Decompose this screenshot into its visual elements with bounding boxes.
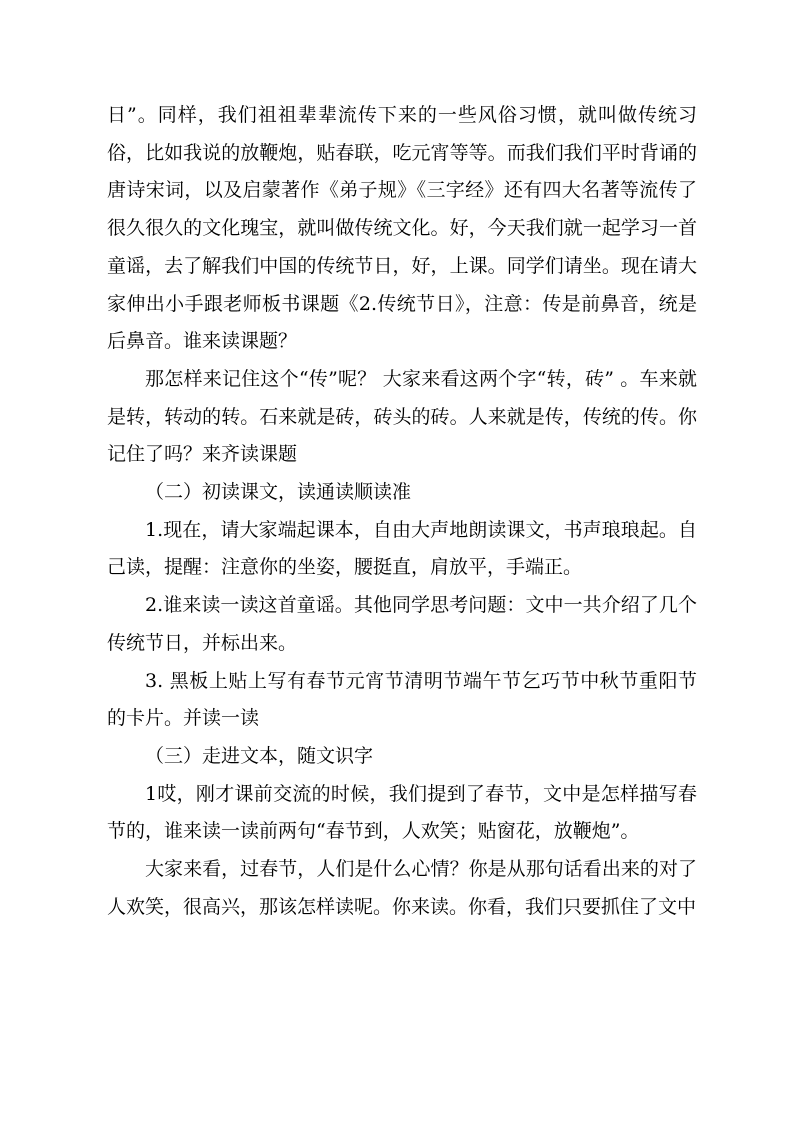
document-body (107, 97, 697, 926)
paragraph-mood-reading: 大家来看，过春节，人们是什么心情？你是从那句话看出来的对了人欢笑，很高兴，那该怎样读呢。你来读。你看，我们只要抓住了文中 (107, 858, 697, 918)
paragraph-spring-festival: 1哎，刚才课前交流的时候，我们提到了春节，文中是怎样描写春节的，谁来读一读前两句“春节到，人欢笑；贴窗花，放鞭炮”。 (107, 782, 697, 843)
paragraph-festival-intro: 日”。同样，我们祖祖辈辈流传下来的一些风俗习惯，就叫做传统习俗，比如我说的放鞭炮，贴春联，吃元宵等等。而我们我们平时背诵的唐诗宋词，以及启蒙著作《弟子规》《三字经》还有四大名著等流传了很久很久的文化瑰宝，就叫做传统文化。好，今天我们就一起学习一首童谣，去了解我们中国的传统节日，好，上课。同学们请坐。现在请大家伸出小手跟老师板书课题《2.传统节日》，注意：传是前鼻音，统是后鼻音。谁来读课题？ (107, 104, 697, 353)
paragraph-remember-chuan: 那怎样来记住这个“传”呢？ 大家来看这两个字“转，砖” 。车来就是转，转动的转。石来就是砖，砖头的砖。人来就是传，传统的传。你记住了吗？来齐读课题 (107, 367, 697, 466)
paragraph-step-1: 1.现在，请大家端起课本，自由大声地朗读课文，书声琅琅起。自己读，提醒：注意你的坐姿，腰挺直，肩放平，手端正。 (107, 518, 697, 579)
section-heading-first-reading: （二）初读课文，读通读顺读准 (145, 481, 412, 504)
paragraph-step-3: 3. 黑板上贴上写有春节元宵节清明节端午节乞巧节中秋节重阳节的卡片。并读一读 (107, 669, 697, 730)
section-heading-into-text: （三）走进文本，随文识字 (145, 744, 374, 767)
paragraph-step-2: 2.谁来读一读这首童谣。其他同学思考问题：文中一共介绍了几个传统节日，并标出来。 (107, 594, 697, 654)
